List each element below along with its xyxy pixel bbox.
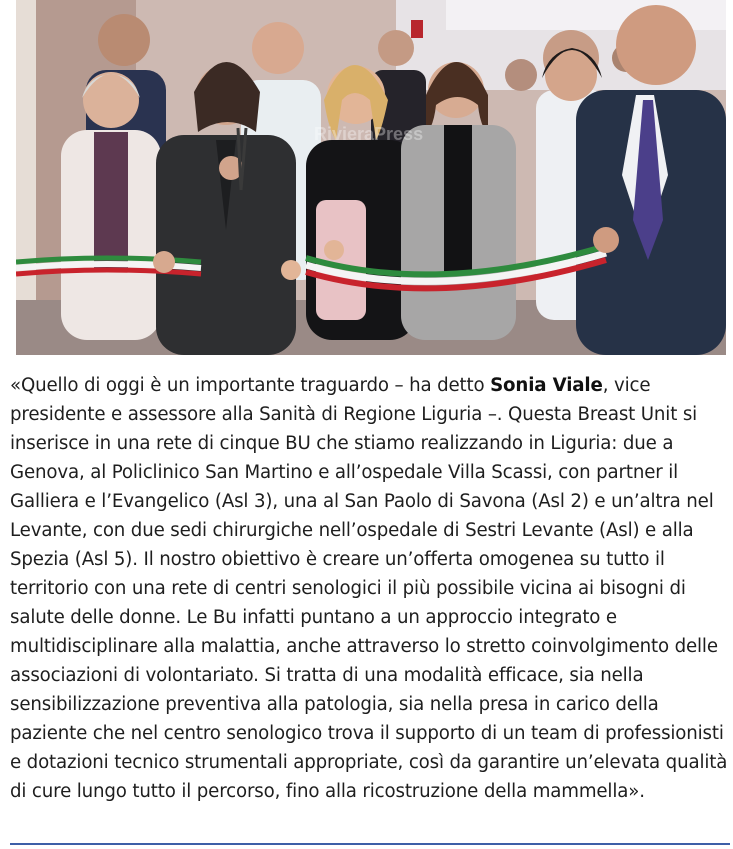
speaker-name: Sonia Viale <box>490 375 603 396</box>
bottom-divider <box>10 843 730 845</box>
ribbon-cutting-photo <box>16 0 726 355</box>
article-photo <box>16 0 726 355</box>
quote-body: , vice presidente e assessore alla Sanità di Regione Liguria –. Questa Breast Unit si inserisce in una rete di cinque BU che stiamo realizzando in Liguria: due a Genova, al Policlinico San Martino e all’ospedale Villa Scassi, con partner il Galliera e l’Evangelico (Asl 3), una al San Paolo di Savona (Asl 2) e un’altra nel Levante, con due sedi chirurgiche nell’ospedale di Sestri Levante (Asl) e alla Spezia (Asl 5). Il nostro obiettivo è creare un’offerta omogenea su tutto il territorio con una rete di centri senologici il più possibile vicina ai bisogni di salute delle donne. Le Bu infatti puntano a un approccio integrato e multidisciplinare alla malattia, anche attraverso lo stretto coinvolgimento delle associazioni di volontariato. Si tratta di una modalità efficace, sia nella sensibilizzazione preventiva alla patologia, sia nella presa in carico della paziente che nel centro senologico trova il supporto di un team di professionisti e dotazioni tecnico strumentali appropriate, così da garantire un’elevata qualità di cure lungo tutto il percorso, fino alla ricostruzione della mammella». <box>10 375 728 802</box>
article-paragraph <box>10 371 730 806</box>
quote-intro: «Quello di oggi è un importante traguardo – ha detto <box>10 375 491 396</box>
photo-watermark: RivieraPress <box>314 124 424 144</box>
